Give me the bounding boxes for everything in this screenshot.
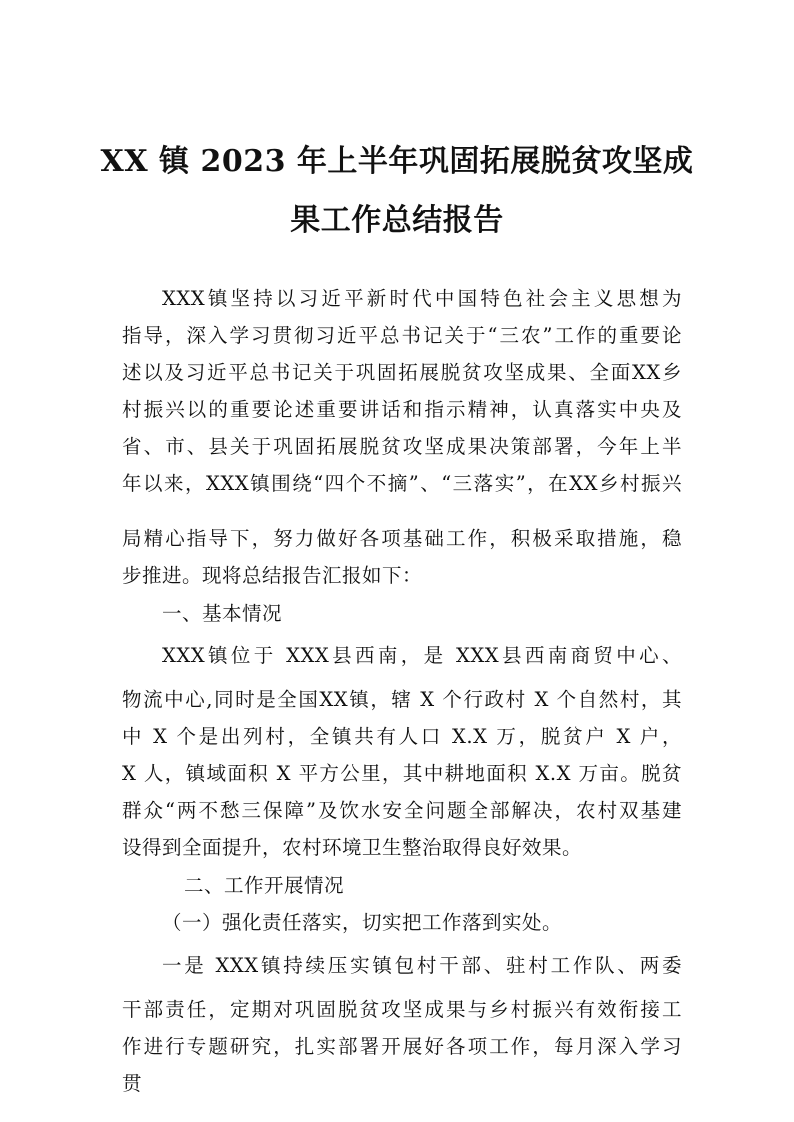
intro-line: 村振兴以的重要论述重要讲话和指示精神，认真落实中央及	[122, 398, 682, 421]
intro-line: 步推进。现将总结报告汇报如下：	[122, 564, 423, 587]
section2-line: 一是 XXX镇持续压实镇包村干部、驻村工作队、两委	[162, 954, 682, 977]
section1-line: X 人，镇域面积 X 平方公里，其中耕地面积 X.X 万亩。脱贫	[122, 762, 682, 785]
section1-line: XXX镇位于 XXX县西南，是 XXX县西南商贸中心、	[162, 644, 682, 667]
document-title-line-2: 果工作总结报告	[290, 203, 504, 238]
section-heading-work: 二、工作开展情况	[184, 874, 345, 897]
section2-line: 贯	[122, 1072, 143, 1095]
intro-line: 年以来，XXX镇围绕“四个不摘”、“三落实”，在XX乡村振兴	[122, 472, 682, 495]
intro-line: 省、市、县关于巩固拓展脱贫攻坚成果决策部署，今年上半	[122, 435, 682, 458]
section1-line: 中 X 个是出列村，全镇共有人口 X.X 万，脱贫户 X 户，	[122, 725, 682, 748]
section1-line: 设得到全面提升，农村环境卫生整治取得良好效果。	[122, 836, 583, 859]
intro-line: 指导，深入学习贯彻习近平总书记关于“三农”工作的重要论	[122, 324, 682, 347]
intro-line: 局精心指导下，努力做好各项基础工作，积极采取措施，稳	[122, 527, 682, 550]
intro-line: XXX镇坚持以习近平新时代中国特色社会主义思想为	[162, 287, 682, 310]
section2-line: 干部责任，定期对巩固脱贫攻坚成果与乡村振兴有效衔接工	[122, 998, 682, 1021]
section1-line: 群众“两不愁三保障”及饮水安全问题全部解决，农村双基建	[122, 799, 682, 822]
section2-line: 作进行专题研究，扎实部署开展好各项工作，每月深入学习	[122, 1035, 682, 1058]
subsection-heading: （一）强化责任落实，切实把工作落到实处。	[162, 911, 563, 934]
intro-line: 述以及习近平总书记关于巩固拓展脱贫攻坚成果、全面XX乡	[122, 361, 682, 384]
section1-line: 物流中心,同时是全国XX镇，辖 X 个行政村 X 个自然村，其	[122, 688, 682, 711]
section-heading-basic: 一、基本情况	[162, 602, 283, 625]
document-title-line-1: XX 镇 2023 年上半年巩固拓展脱贫攻坚成	[100, 144, 694, 179]
